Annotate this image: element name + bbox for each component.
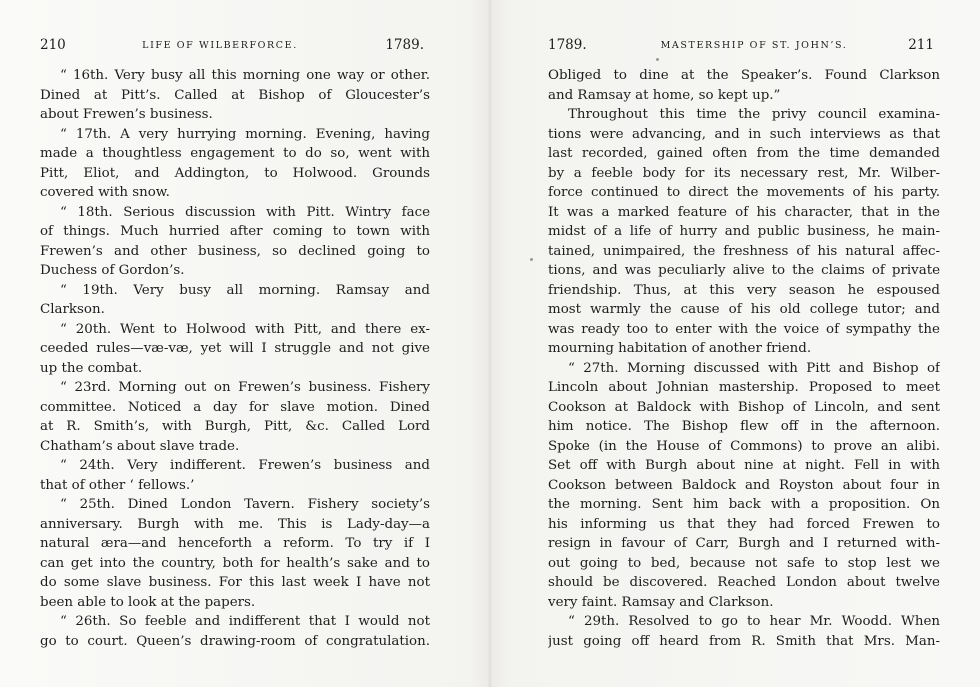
text-line: mourning habitation of another friend.	[548, 341, 812, 356]
left-running-head	[40, 36, 430, 54]
text-line: made a thoughtless engagement to do so, went with	[40, 146, 430, 161]
text-line: by a feeble body for its necessary rest, Mr. Wilber-	[548, 165, 940, 181]
ink-speck	[656, 58, 659, 61]
text-line: last recorded, gained often from the time demanded	[548, 146, 940, 161]
text-line: been able to look at the papers.	[40, 594, 256, 610]
text-line: Clarkson.	[40, 302, 105, 317]
text-line: covered with snow.	[40, 185, 170, 200]
text-line: “ 19th. Very busy all morning. Ramsay and	[60, 282, 430, 298]
text-line: should be discovered. Reached London about twelve	[548, 575, 940, 590]
text-line: Chatham’s about slave trade.	[40, 438, 240, 454]
text-line: can get into the country, both for health’s sake and to	[40, 555, 430, 571]
text-line: just going off heard from R. Smith that Mrs. Man-	[548, 633, 940, 649]
text-line: “ 26th. So feeble and indifferent that I would not	[60, 614, 430, 629]
text-line: was ready too to enter with the voice of sympathy the	[548, 321, 940, 337]
text-line: “ 16th. Very busy all this morning one way or other.	[60, 68, 430, 83]
text-line: and Ramsay at home, so kept up.”	[548, 87, 781, 103]
text-line: Lincoln about Johnian mastership. Proposed to meet	[548, 380, 940, 395]
text-line: “ 20th. Went to Holwood with Pitt, and there ex-	[60, 321, 430, 337]
text-line: of things. Much hurried after coming to town with	[40, 224, 430, 239]
text-line: tained, unimpaired, the freshness of his natural affec-	[548, 243, 940, 259]
text-line: out going to bed, because not safe to stop lest we	[548, 555, 940, 571]
text-line: “ 23rd. Morning out on Frewen’s business. Fishery	[60, 380, 430, 395]
text-line: him notice. The Bishop flew off in the afternoon.	[548, 419, 940, 434]
left-running-title: LIFE OF WILBERFORCE.	[142, 40, 298, 51]
text-line: go to court. Queen’s drawing-room of congratulation.	[40, 633, 430, 649]
text-line: friendship. Thus, at this very season he espoused	[548, 282, 940, 298]
text-line: anniversary. Burgh with me. This is Lady-day—a	[40, 516, 430, 532]
text-line: ceeded rules—væ-væ, yet will I struggle and not give	[40, 341, 430, 356]
text-line: Spoke (in the House of Commons) to prove an alibi.	[548, 438, 940, 454]
left-page-body	[40, 66, 430, 651]
text-line: Pitt, Eliot, and Addington, to Holwood. Grounds	[40, 165, 430, 181]
right-page	[548, 0, 940, 687]
right-running-head	[548, 36, 940, 54]
text-line: tions, and was peculiarly alive to the claims of private	[548, 263, 940, 278]
text-line: Cookson between Baldock and Royston about four in	[548, 477, 940, 493]
left-running-year: 1789.	[385, 37, 424, 53]
text-line: very faint. Ramsay and Clarkson.	[548, 594, 774, 610]
text-line: “ 18th. Serious discussion with Pitt. Wintry face	[60, 204, 430, 220]
text-line: force continued to direct the movements of his party.	[548, 185, 940, 200]
right-page-body	[548, 66, 940, 651]
text-line: Dined at Pitt’s. Called at Bishop of Gloucester’s	[40, 87, 430, 103]
text-line: “ 17th. A very hurrying morning. Evening, having	[60, 126, 430, 142]
ink-speck	[530, 258, 533, 261]
text-line: Throughout this time the privy council examina-	[568, 107, 940, 122]
text-line: his informing us that they had forced Frewen to	[548, 516, 940, 532]
left-page	[40, 0, 430, 687]
right-running-title: MASTERSHIP OF ST. JOHN’S.	[660, 40, 848, 51]
text-line: midst of a life of hurry and public business, he main-	[548, 224, 940, 239]
text-line: do some slave business. For this last week I have not	[40, 575, 430, 590]
text-line: natural æra—and henceforth a reform. To try if I	[40, 536, 430, 551]
text-line: tions were advancing, and in such interviews as that	[548, 126, 940, 142]
text-line: It was a marked feature of his character, that in the	[548, 204, 940, 220]
text-line: about Frewen’s business.	[40, 107, 213, 122]
text-line: committee. Noticed a day for slave motion. Dined	[40, 399, 430, 415]
text-line: Set off with Burgh about nine at night. Fell in with	[548, 458, 940, 473]
text-line: resign in favour of Carr, Burgh and I returned with-	[548, 536, 940, 551]
text-line: Cookson at Baldock with Bishop of Lincoln, and sent	[548, 399, 940, 415]
text-line: Frewen’s and other business, so declined going to	[40, 243, 430, 259]
text-line: “ 27th. Morning discussed with Pitt and Bishop of	[568, 360, 940, 376]
text-line: “ 24th. Very indifferent. Frewen’s business and	[60, 458, 430, 473]
text-line: “ 29th. Resolved to go to hear Mr. Woodd. When	[568, 614, 940, 629]
right-page-number: 211	[908, 37, 934, 53]
text-line: most warmly the cause of his old college tutor; and	[548, 302, 940, 317]
text-line: Obliged to dine at the Speaker’s. Found Clarkson	[548, 68, 940, 83]
text-line: “ 25th. Dined London Tavern. Fishery society’s	[60, 497, 430, 512]
book-gutter	[488, 0, 492, 687]
text-line: that of other ‘ fellows.’	[40, 477, 195, 493]
right-running-year: 1789.	[548, 37, 587, 53]
text-line: the morning. Sent him back with a proposition. On	[548, 497, 940, 512]
text-line: at R. Smith’s, with Burgh, Pitt, &c. Called Lord	[40, 419, 430, 434]
text-line: Duchess of Gordon’s.	[40, 263, 185, 278]
text-line: up the combat.	[40, 360, 143, 376]
left-page-number: 210	[40, 37, 66, 53]
